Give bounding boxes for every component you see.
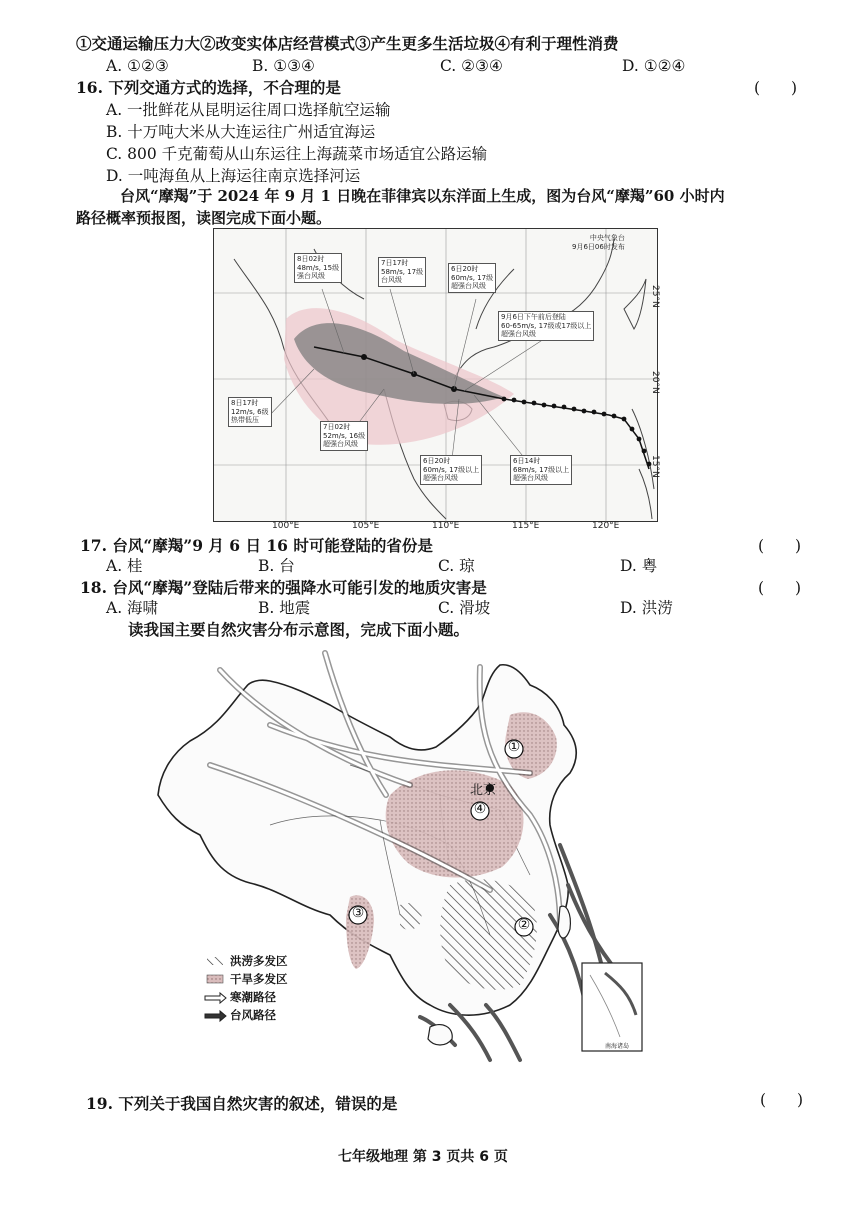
callout-7d17: 7日17时 58m/s, 17级 台风级: [378, 257, 426, 287]
marker-3: ③: [351, 905, 365, 921]
q16-option-a: A. 一批鲜花从昆明运往周口选择航空运输: [106, 101, 391, 119]
q17-stem: 17. 台风“摩羯”9 月 6 日 16 时可能登陆的省份是: [80, 536, 433, 555]
solid-arrow-icon: [205, 1011, 226, 1021]
q16-answer-paren: ( ): [754, 79, 798, 97]
inset-label: 南海诸岛: [605, 1043, 630, 1050]
legend-flood: 洪涝多发区: [230, 954, 288, 968]
q18-options: [106, 598, 806, 618]
disaster-distribution-map: [150, 645, 670, 1065]
lat-label-20: 20°N: [650, 371, 660, 394]
capital-label: 北京: [470, 783, 497, 798]
lon-label-120: 120°E: [592, 521, 620, 531]
marker-4: ④: [473, 801, 487, 817]
typhoon-intro-line1: 台风“摩羯”于 2024 年 9 月 1 日晚在菲律宾以东洋面上生成，图为台风“摩羯”60 小时内: [120, 187, 725, 205]
legend-cold-wave: 寒潮路径: [230, 990, 276, 1004]
callout-8d02: 8日02时 48m/s, 15级 强台风级: [294, 253, 342, 283]
q19-stem: 19. 下列关于我国自然灾害的叙述，错误的是: [86, 1094, 398, 1113]
q15-option-b: B. ①③④: [252, 57, 315, 75]
q16-stem: 16. 下列交通方式的选择，不合理的是: [76, 78, 341, 97]
q15-options: [106, 56, 826, 76]
q15-option-a: A. ①②③: [106, 57, 169, 75]
q18-option-c: C. 滑坡: [438, 599, 491, 617]
q15-option-c: C. ②③④: [440, 57, 503, 75]
lat-label-25: 25°N: [650, 285, 660, 308]
lon-label-105: 105°E: [352, 521, 380, 531]
legend-typhoon: 台风路径: [230, 1008, 276, 1022]
callout-6d20-bottom: 6日20时 60m/s, 17级以上 超强台风级: [420, 455, 482, 485]
hollow-arrow-icon: [205, 993, 226, 1003]
dot-fill-icon: [207, 975, 223, 983]
lon-label-100: 100°E: [272, 521, 300, 531]
page-footer: 七年级地理 第 3 页共 6 页: [338, 1149, 508, 1165]
lat-label-15: 15°N: [650, 455, 660, 478]
typhoon-intro-line2: 路径概率预报图，读图完成下面小题。: [76, 209, 332, 227]
q18-option-d: D. 洪涝: [620, 599, 673, 617]
q18-answer-paren: ( ): [758, 579, 802, 597]
q16-option-b: B. 十万吨大米从大连运往广州适宜海运: [106, 123, 376, 141]
lon-label-110: 110°E: [432, 521, 460, 531]
marker-2: ②: [517, 917, 531, 933]
disaster-intro: 读我国主要自然灾害分布示意图，完成下面小题。: [128, 620, 470, 639]
q15-items: ①交通运输压力大②改变实体店经营模式③产生更多生活垃圾④有利于理性消费: [76, 34, 619, 53]
map-source-label: 中央气象台 9月6日06时发布: [572, 234, 625, 251]
callout-6d20-top: 6日20时 60m/s, 17级 超强台风级: [448, 263, 496, 293]
callout-6d14: 6日14时 68m/s, 17级以上 超强台风级: [510, 455, 572, 485]
q17-option-d: D. 粤: [620, 557, 658, 575]
q17-options: [106, 556, 806, 576]
callout-8d17: 8日17时 12m/s, 6级 热带低压: [228, 397, 272, 427]
q16-option-c: C. 800 千克葡萄从山东运往上海蔬菜市场适宜公路运输: [106, 145, 488, 163]
q18-option-a: A. 海啸: [106, 599, 159, 617]
callout-landfall: 9月6日下午前后登陆 60-65m/s, 17级或17级以上 超强台风级: [498, 311, 594, 341]
legend-drought: 干旱多发区: [230, 972, 288, 986]
q19-answer-paren: ( ): [760, 1091, 804, 1109]
q17-option-b: B. 台: [258, 557, 295, 575]
q17-answer-paren: ( ): [758, 537, 802, 555]
typhoon-forecast-map: [213, 228, 658, 522]
disaster-map-graphic: [150, 645, 670, 1065]
q17-option-c: C. 琼: [438, 557, 475, 575]
q18-stem: 18. 台风“摩羯”登陆后带来的强降水可能引发的地质灾害是: [80, 578, 487, 597]
hatch-icon: [207, 957, 223, 965]
q17-option-a: A. 桂: [106, 557, 143, 575]
marker-1: ①: [507, 739, 521, 755]
callout-7d02: 7日02时 52m/s, 16级 超强台风级: [320, 421, 368, 451]
q16-option-d: D. 一吨海鱼从上海运往南京选择河运: [106, 167, 361, 185]
lon-label-115: 115°E: [512, 521, 540, 531]
q15-option-d: D. ①②④: [622, 57, 686, 75]
q18-option-b: B. 地震: [258, 599, 311, 617]
